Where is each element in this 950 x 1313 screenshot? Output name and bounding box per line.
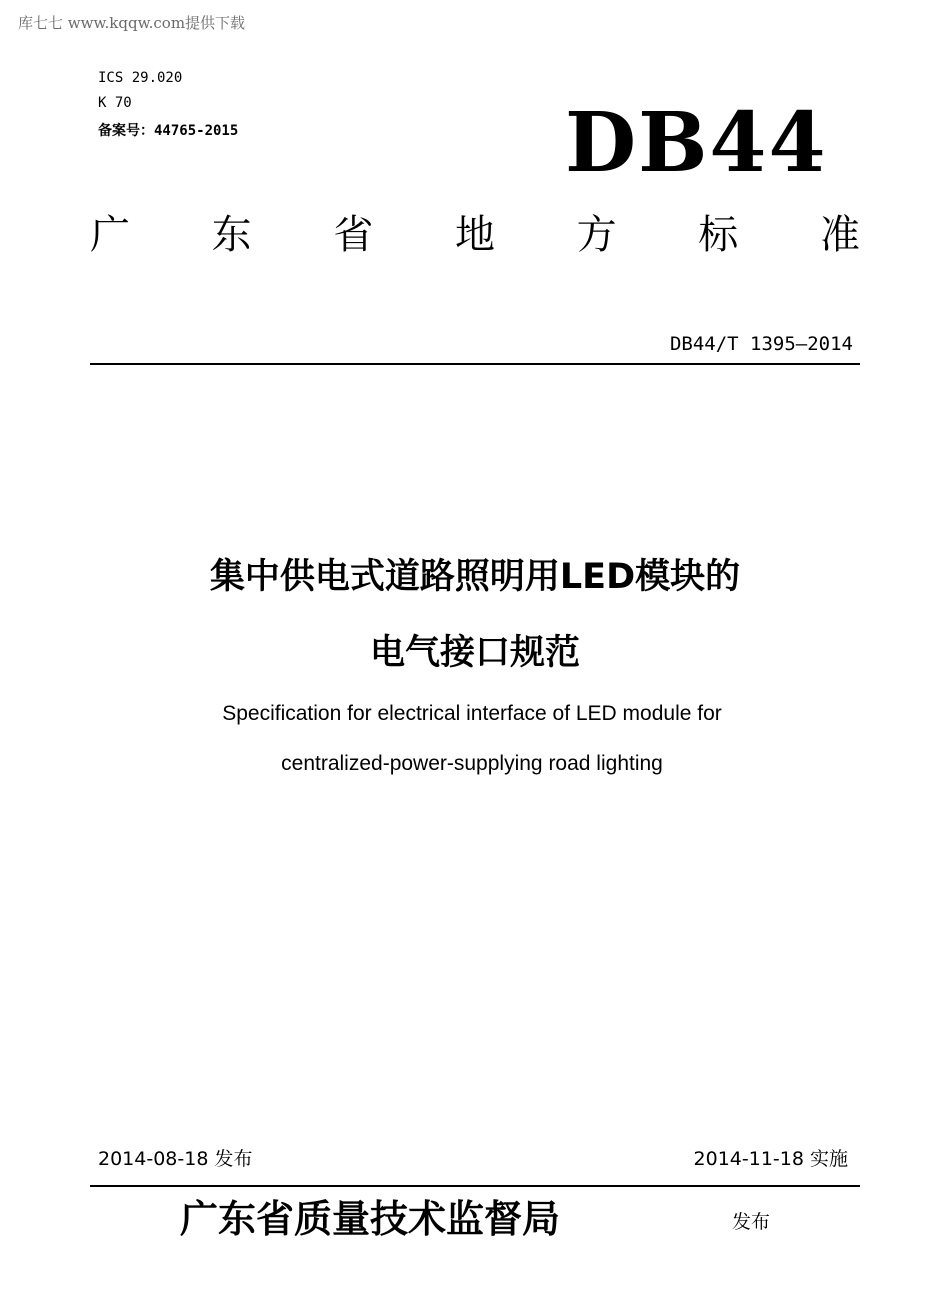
chinese-title-line-2: 电气接口规范	[369, 633, 580, 673]
issuing-authority: 广东省质量技术监督局	[180, 1196, 561, 1241]
standard-type-title	[90, 212, 860, 258]
standard-type-char: 方	[576, 212, 617, 258]
issue-date: 2014-08-18 发布	[98, 1148, 253, 1170]
bottom-divider	[90, 1185, 860, 1187]
issuing-suffix: 发布	[732, 1211, 771, 1233]
standard-number: DB44/T 1395—2014	[669, 333, 853, 355]
standard-type-char: 省	[333, 212, 374, 258]
chinese-title-line-1: 集中供电式道路照明用LED模块的	[209, 557, 741, 597]
standard-type-char: 标	[698, 212, 739, 258]
english-title-line-1: Specification for electrical interface of LED module for	[222, 702, 722, 725]
standard-type-char: 东	[211, 212, 252, 258]
watermark-text: 库七七 www.kqqw.com提供下载	[18, 14, 246, 32]
standard-type-char: 地	[454, 212, 495, 258]
implementation-date: 2014-11-18 实施	[693, 1148, 848, 1170]
top-divider	[90, 363, 860, 365]
ics-code: ICS 29.020	[98, 70, 183, 86]
record-number: 备案号：44765-2015	[98, 123, 239, 139]
classification-code: K 70	[98, 95, 132, 111]
standard-type-char: 广	[90, 212, 130, 258]
english-title-line-2: centralized-power-supplying road lighting	[281, 752, 663, 775]
standard-type-char: 准	[819, 212, 860, 258]
db44-logo: DB44	[565, 95, 828, 191]
